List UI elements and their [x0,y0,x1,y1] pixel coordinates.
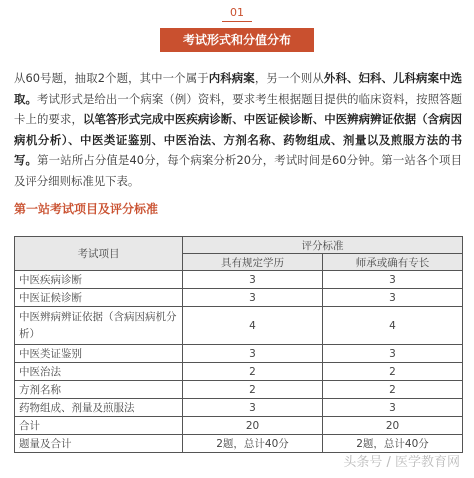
table-row [15,381,463,399]
row-score-b: 2 [323,363,463,381]
row-item: 中医疾病诊断 [15,271,183,289]
col-header-a: 具有规定学历 [183,254,323,271]
scoring-table [14,236,463,453]
number-underline [222,21,252,22]
row-score-a: 3 [183,345,323,363]
table-row [15,271,463,289]
row-item: 药物组成、剂量及煎服法 [15,399,183,417]
row-score-a: 2题，总计40分 [183,435,323,453]
row-score-b: 3 [323,289,463,307]
row-score-b: 2 [323,381,463,399]
row-item: 中医证候诊断 [15,289,183,307]
row-score-a: 3 [183,289,323,307]
row-item: 合计 [15,417,183,435]
section-header [0,6,474,56]
table-subtitle: 第一站考试项目及评分标准 [14,202,159,216]
intro-paragraph [14,68,462,192]
table-row [15,399,463,417]
row-score-a: 4 [183,307,323,345]
row-item: 方剂名称 [15,381,183,399]
row-score-a: 2 [183,381,323,399]
table-row [15,417,463,435]
para-text-3: 考试形式是给出一个病案（例）资料，要求考生根据题目提供的临床资料，按照答题卡上的要求， [14,91,462,127]
row-score-b: 3 [323,399,463,417]
section-number: 01 [230,6,244,19]
para-text-1: 从60号题，抽取2个题，其中一个属于 [14,71,209,85]
row-score-a: 20 [183,417,323,435]
para-text-4: 第一站所占分值是40分，每个病案分析20分，考试时间是60分钟。第一站各个项目及评分细则标准见下表。 [14,153,462,188]
row-score-a: 2 [183,363,323,381]
col-header-item: 考试项目 [15,237,183,271]
para-bold-3: 以笔答形式完成中医疾病诊断、中医证候诊断、中医辨病辨证依据（含病因病机分析）、中医类证鉴别、中医治法、方剂名称、药物组成、剂量以及煎服方法的书写。 [14,112,462,168]
row-item: 中医类证鉴别 [15,345,183,363]
table-row [15,289,463,307]
para-text-2: ，另一个则从 [254,71,324,85]
para-bold-1: 内科病案 [208,71,255,85]
row-score-a: 3 [183,399,323,417]
col-header-group: 评分标准 [183,237,463,254]
row-item: 中医治法 [15,363,183,381]
row-score-b: 2题，总计40分 [323,435,463,453]
para-bold-2: 外科、妇科、儿科病案中选取。 [14,71,462,106]
row-item: 中医辨病辨证依据（含病因病机分析） [15,307,183,345]
row-score-b: 20 [323,417,463,435]
row-score-b: 3 [323,271,463,289]
section-title: 考试形式和分值分布 [160,28,314,52]
table-row [15,435,463,453]
row-score-b: 3 [323,345,463,363]
col-header-b: 师承或确有专长 [323,254,463,271]
row-item: 题量及合计 [15,435,183,453]
table-row [15,307,463,345]
row-score-a: 3 [183,271,323,289]
watermark: 头条号 / 医学教育网 [343,455,460,470]
table-row [15,363,463,381]
row-score-b: 4 [323,307,463,345]
table-row [15,345,463,363]
